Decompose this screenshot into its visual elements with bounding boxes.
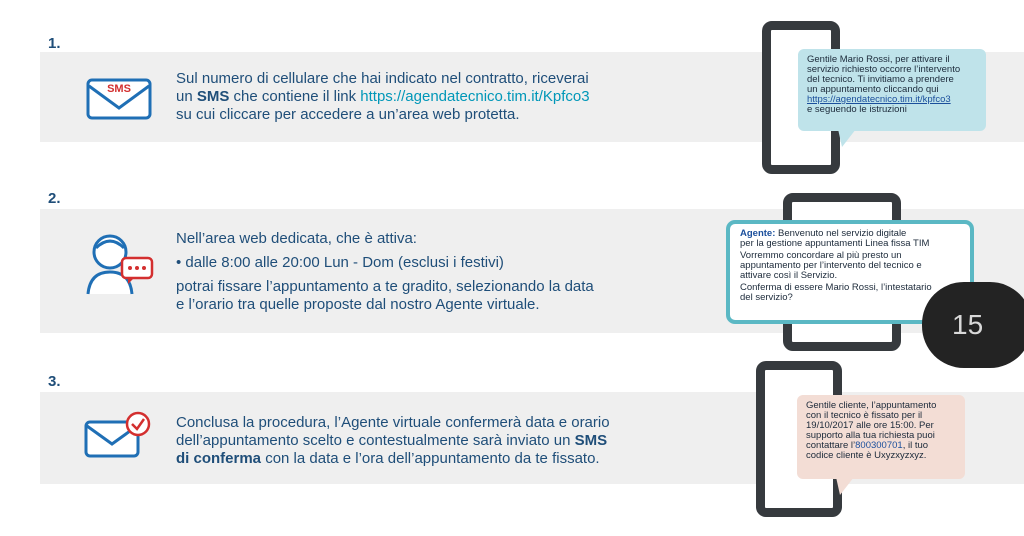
agent-bubble-line-2: per la gestione appuntamenti Linea fissa TIM [740, 238, 930, 249]
step-3-line-2-prefix: dell’appuntamento scelto e contestualmente sarà inviato un [176, 432, 575, 449]
envelope-check-icon [84, 410, 154, 465]
step-number-2: 2. [48, 190, 61, 207]
agent-bubble-line-6: Conferma di essere Mario Rossi, l’intestatario [740, 282, 932, 293]
phone-3-speaker [785, 364, 813, 368]
bubble-1-tail [838, 129, 858, 149]
bubble-3-line-5-suffix: , il tuo [902, 440, 929, 451]
phone-1-home [787, 168, 815, 172]
step-3-line-1: Conclusa la procedura, l’Agente virtuale confermerà data e orario [176, 414, 610, 431]
bubble-1-line-1: Gentile Mario Rossi, per attivare il [807, 54, 950, 65]
phone-2-speaker [828, 196, 856, 200]
step-1-sms-bold: SMS [196, 88, 230, 105]
phone-1-speaker [787, 24, 815, 28]
bubble-3-tail [836, 477, 856, 497]
agenda-link[interactable]: https://agendatecnico.tim.it/Kpfco3 [360, 88, 590, 105]
step-3-line-3 [176, 450, 656, 468]
bubble-1-line-2: servizio richiesto occorre l’intervento [807, 64, 961, 75]
agent-bubble-line-7: del servizio? [740, 292, 793, 303]
sms-label: SMS [107, 83, 131, 95]
step-1-text [176, 70, 656, 124]
step-1-line-2 [176, 88, 656, 106]
step-1-line-1: Sul numero di cellulare che hai indicato nel contratto, riceverai [176, 70, 589, 87]
sms-bubble-1 [798, 49, 986, 131]
step-2-line-1: Nell’area web dedicata, che è attiva: [176, 230, 417, 247]
bubble-1-line-5: e seguendo le istruzioni [807, 104, 907, 115]
toll-free-number-link[interactable]: 800300701 [855, 440, 903, 451]
step-2-text [176, 230, 656, 314]
bubble-3-line-6: codice cliente è Uxyzxyzxyz. [806, 450, 927, 461]
agent-bubble-line-3: Vorremmo concordare al più presto un [740, 250, 902, 261]
step-1-line-2-mid: che contiene il link [229, 88, 361, 105]
sms-bubble-3 [797, 395, 965, 479]
agent-chat-icon [84, 230, 156, 303]
sms-envelope-icon [86, 78, 152, 125]
step-2-hours: • dalle 8:00 alle 20:00 Lun - Dom (esclusi i festivi) [176, 254, 504, 271]
step-3-confirm-bold: di conferma [176, 450, 262, 467]
step-3-sms-bold: SMS [574, 432, 608, 449]
phone-3-home [785, 511, 813, 515]
page-indicator: 15 [922, 282, 1024, 368]
step-1-line-2-prefix: un [176, 88, 197, 105]
step-3-text [176, 414, 656, 468]
bubble-3-line-1: Gentile cliente, l’appuntamento [806, 400, 937, 411]
bubble-3-line-3: 19/10/2017 alle ore 15:00. Per [806, 420, 934, 431]
step-number-3: 3. [48, 373, 61, 390]
bubble-1-line-4: un appuntamento cliccando qui [807, 84, 939, 95]
bubble-1-line-3: del tecnico. Ti invitiamo a prendere [807, 74, 954, 85]
bubble-3-line-2: con il tecnico è fissato per il [806, 410, 923, 421]
step-3-line-2 [176, 432, 656, 450]
bubble-1-link[interactable]: https://agendatecnico.tim.it/kpfco3 [807, 94, 951, 105]
bubble-3-line-5-prefix: contattare l’ [806, 440, 856, 451]
step-2-line-3: potrai fissare l’appuntamento a te gradito, selezionando la data [176, 278, 594, 295]
agent-bubble-line-4: appuntamento per l’intervento del tecnico e [740, 260, 922, 271]
step-number-1: 1. [48, 35, 61, 52]
agent-bubble-line-5: attivare così il Servizio. [740, 270, 838, 281]
agent-bubble-line-1-text: Benvenuto nel servizio digitale [775, 228, 907, 239]
step-2-line-4: e l’orario tra quelle proposte dal nostro Agente virtuale. [176, 296, 540, 313]
phone-2-home [828, 345, 856, 349]
agent-label: Agente: [740, 228, 776, 239]
step-1-line-3: su cui cliccare per accedere a un’area web protetta. [176, 106, 520, 123]
bubble-3-line-4: supporto alla tua richiesta puoi [806, 430, 935, 441]
step-3-line-3-rest: con la data e l’ora dell’appuntamento da te fissato. [261, 450, 600, 467]
